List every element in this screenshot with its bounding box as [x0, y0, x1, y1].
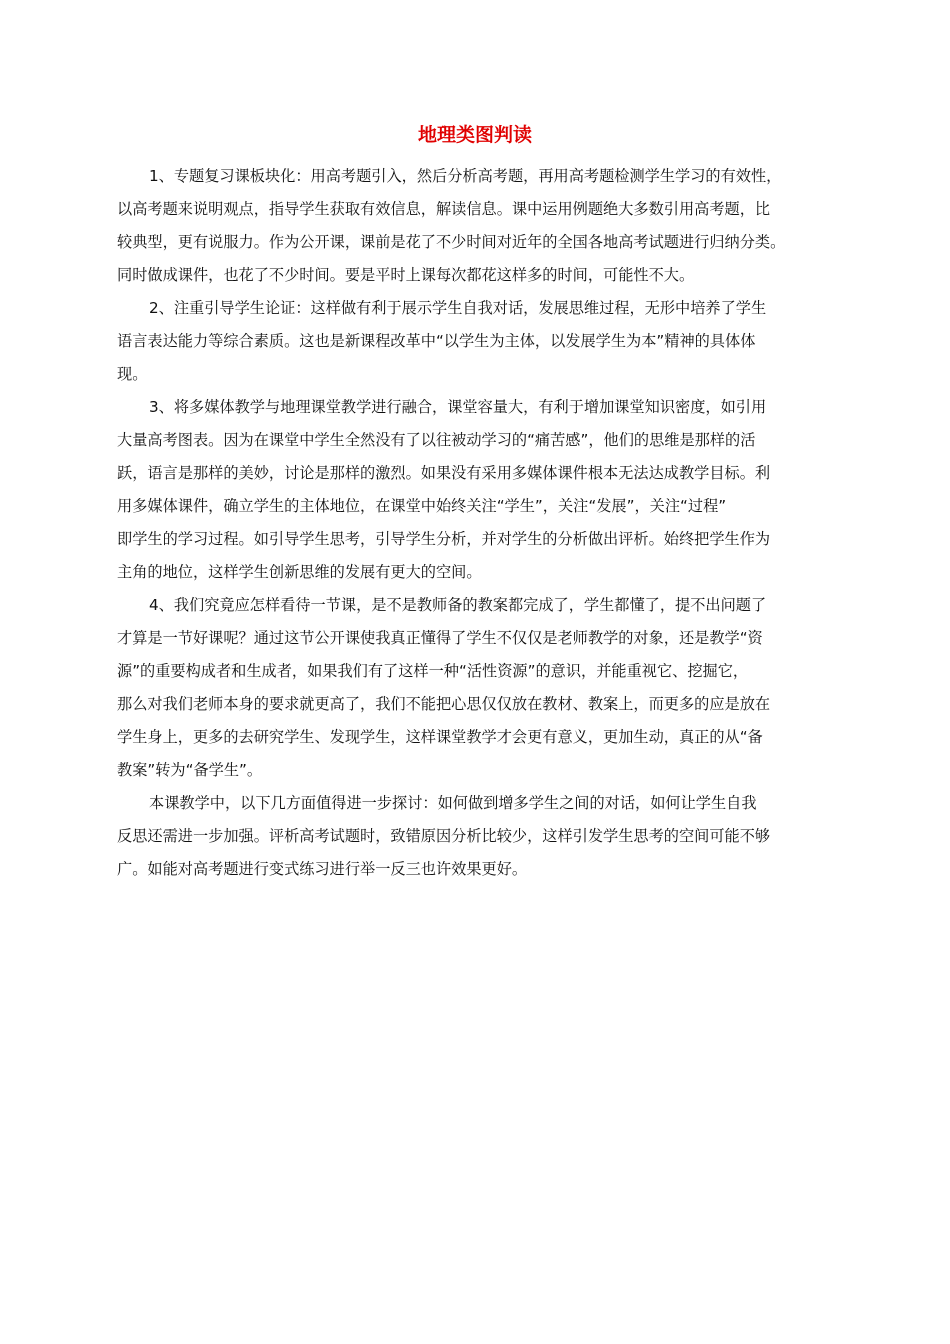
document-title: 地理类图判读	[417, 124, 532, 146]
text-line: 跃，语言是那样的美妙，讨论是那样的激烈。如果没有采用多媒体课件根本无法达成教学目标。利	[117, 464, 771, 482]
paragraph-4	[117, 589, 837, 787]
paragraph-1	[117, 160, 837, 292]
text-line: 反思还需进一步加强。评析高考试题时，致错原因分析比较少，这样引发学生思考的空间可能不够	[117, 827, 771, 845]
text-line: 较典型，更有说服力。作为公开课，课前是花了不少时间对近年的全国各地高考试题进行归纳分类。	[117, 233, 786, 251]
text-line: 才算是一节好课呢？通过这节公开课使我真正懂得了学生不仅仅是老师教学的对象，还是教学“资	[117, 629, 763, 647]
text-line: 3、将多媒体教学与地理课堂教学进行融合，课堂容量大，有利于增加课堂知识密度，如引用	[149, 398, 767, 416]
text-line: 同时做成课件，也花了不少时间。要是平时上课每次都花这样多的时间，可能性不大。	[117, 266, 695, 284]
document-body	[117, 160, 837, 886]
text-line: 语言表达能力等综合素质。这也是新课程改革中“以学生为主体，以发展学生为本”精神的具体体	[117, 332, 756, 350]
paragraph-5	[117, 787, 837, 886]
text-line: 那么对我们老师本身的要求就更高了，我们不能把心思仅仅放在教材、教案上，而更多的应是放在	[117, 695, 771, 713]
text-line: 以高考题来说明观点，指导学生获取有效信息，解读信息。课中运用例题绝大多数引用高考题，比	[117, 200, 771, 218]
text-line: 教案”转为“备学生”。	[117, 761, 263, 779]
text-line: 即学生的学习过程。如引导学生思考，引导学生分析，并对学生的分析做出评析。始终把学生作为	[117, 530, 771, 548]
text-line: 大量高考图表。因为在课堂中学生全然没有了以往被动学习的“痛苦感”，他们的思维是那样的活	[117, 431, 756, 449]
text-line: 学生身上，更多的去研究学生、发现学生，这样课堂教学才会更有意义，更加生动，真正的从“备	[117, 728, 763, 746]
text-line: 4、我们究竟应怎样看待一节课，是不是教师备的教案都完成了，学生都懂了，提不出问题了	[149, 596, 767, 614]
text-line: 现。	[117, 365, 148, 383]
paragraph-3	[117, 391, 837, 589]
text-line: 1、专题复习课板块化：用高考题引入，然后分析高考题，再用高考题检测学生学习的有效性，	[149, 167, 782, 185]
paragraph-2	[117, 292, 837, 391]
text-line: 本课教学中，以下几方面值得进一步探讨：如何做到增多学生之间的对话，如何让学生自我	[149, 794, 757, 812]
text-line: 主角的地位，这样学生创新思维的发展有更大的空间。	[117, 563, 482, 581]
text-line: 用多媒体课件，确立学生的主体地位，在课堂中始终关注“学生”，关注“发展”，关注“过程”	[117, 497, 727, 515]
text-line: 2、注重引导学生论证：这样做有利于展示学生自我对话，发展思维过程，无形中培养了学生	[149, 299, 767, 317]
text-line: 源”的重要构成者和生成者，如果我们有了这样一种“活性资源”的意识，并能重视它、挖掘它，	[117, 662, 749, 680]
text-line: 广。如能对高考题进行变式练习进行举一反三也许效果更好。	[117, 860, 528, 878]
